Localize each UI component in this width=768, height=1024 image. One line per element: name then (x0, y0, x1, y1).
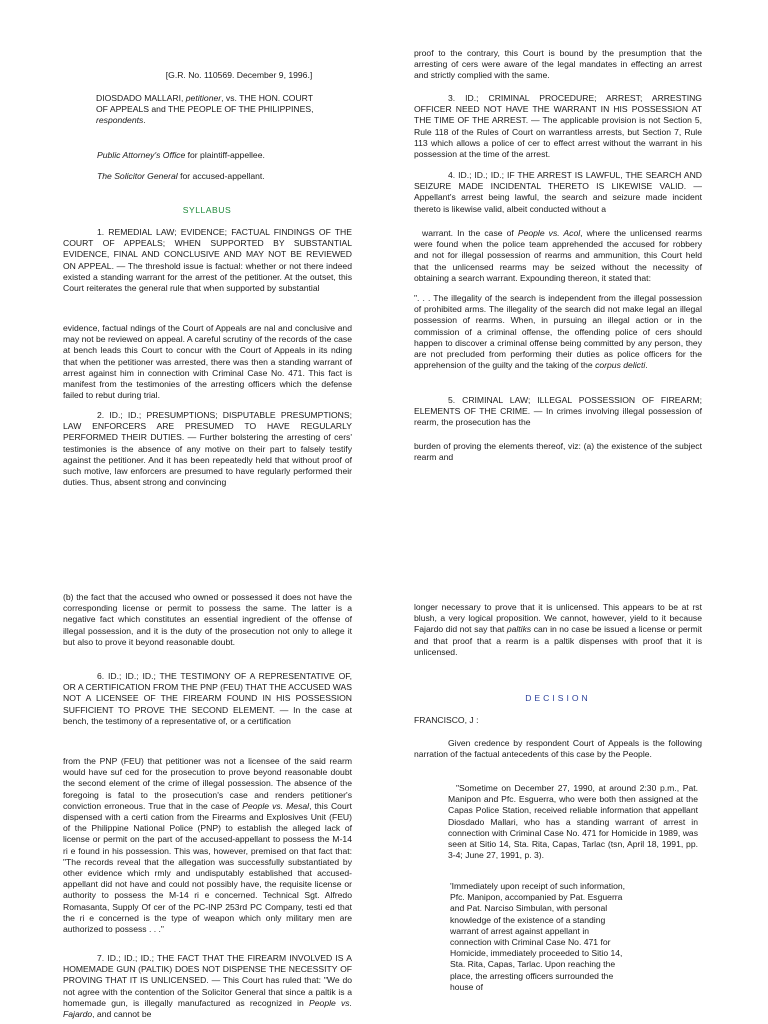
syllabus-item-6: 6. ID.; ID.; ID.; THE TESTIMONY OF A REPRESENTATIVE OF, OR A CERTIFICATION FROM THE PNP (FEU) THAT THE ACCUSED WAS NOT A LICENSEE OF THE FIREARM FOUND IN HIS POSSESSION SUFFICIENT TO PROVE THE SECOND ELEMENT. — In the case at bench, the testimony of a representative of, or a certification (63, 671, 352, 726)
parties-text: . (143, 115, 146, 126)
case-citation: People vs. Acol (517, 228, 581, 238)
quote-text: ". . . The illegality of the search is independent from the illegal possession of prohibited arms. The illegality of the search did not make legal an illegal possession of rearms. When, in pursuing an illegal action or in the commission of a criminal offense, the offending police of cers should happen to discover a criminal offense being committed by any person, they are not precluded from performing their duties as police officers for the apprehension of the guilty and the taking of the (414, 293, 702, 371)
syllabus-item-4-cont (414, 228, 702, 284)
syllabus-item-3: 3. ID.; CRIMINAL PROCEDURE; ARREST; ARRESTING OFFICER NEED NOT HAVE THE WARRANT IN HIS POSSESSION AT THE TIME OF THE ARREST. — The applicable provision is not Section 5, Rule 118 of the Rules of Court on warrantless arrests, but Section 7, Rule 113 which allows a police of cer to effect arrest without the warrant in his possession at the time of the arrest. (414, 93, 702, 160)
counsel-name: Public Attorney's Office (97, 150, 186, 160)
quote-term: corpus delicti (595, 360, 646, 371)
quote-text: . (645, 360, 648, 371)
paragraph-text: , where the unlicensed rearms were found when the police team apprehended the accused for robbery and not for illegal possession of rearms and ammunition, this Court held that the unlicensed rearms may be seized without the necessity of obtaining a search warrant. Expounding thereon, it stated that: (414, 228, 702, 283)
paragraph-text: , this Court dispensed with a certi cation from the Firearms and Explosives Unit (FEU) of the Philippine National Police (PNP) to establish the alleged lack of license or permit on the part of the accused-appellant to possess the M-14 ri e found in his possession. This was, however, premised on that fact that: "The records reveal that the allegation was successfully substantiated by other evidence which rmly and undisputably established that accused-appellant did not have and could not possibly have, the requisite license or authority to possess the M-14 ri e concerned. Technical Sgt. Alfredo Romasanta, Supply Of cer of the PC-INP 253rd PC Company, testi ed that the ri e concerned is the type of weapon which only military men are authorized to possess . . ." (63, 800, 352, 935)
parties-text: DIOSDADO MALLARI, (96, 93, 186, 103)
paragraph-text: warrant. In the case of (422, 228, 518, 238)
syllabus-heading: SYLLABUS (182, 205, 232, 215)
syllabus-item-1-cont: evidence, factual ndings of the Court of Appeals are nal and conclusive and may not be reviewed on appeal. A careful scrutiny of the records of the case at bench leads this Court to concur with the Court of Appeals in its nding that when the petitioner was arrested, there was then a standing warrant of arrest against him in connection with Criminal Case No. 471. This fact is manifest from the testimonies of the arresting officers which the defense failed to rebut during trial. (63, 323, 352, 401)
quoted-narration-2: 'Immediately upon receipt of such information, Pfc. Manipon, accompanied by Pat. Esguerra and Pat. Narciso Simbulan, with personal knowledge of the existence of a standing warrant of arrest against appellant in connection with Criminal Case No. 471 for Homicide, immediately proceeded to Sitio 14, Sta. Rita, Capas, Tarlac. Upon reaching the place, the arresting officers surrounded the house of (450, 881, 626, 992)
syllabus-item-4: 4. ID.; ID.; ID.; IF THE ARREST IS LAWFUL, THE SEARCH AND SEIZURE MADE INCIDENTAL THERETO IS LIKEWISE VALID. — Appellant's arrest being lawful, the search and seizure made incident thereto is likewise valid, albeit conducted without a (414, 170, 702, 214)
case-number: [G.R. No. 110569. December 9, 1996.] (165, 70, 313, 80)
syllabus-item-1: 1. REMEDIAL LAW; EVIDENCE; FACTUAL FINDINGS OF THE COURT OF APPEALS; WHEN SUPPORTED BY SUBSTANTIAL EVIDENCE, FINAL AND CONCLUSIVE AND MAY NOT BE REVIEWED ON APPEAL. — The threshold issue is factual: whether or not there indeed existed a standing warrant for the arrest of the petitioner. At the outset, this Court reiterates the general rule that when supported by substantial (63, 227, 352, 294)
syllabus-item-7 (63, 953, 352, 1020)
syllabus-item-6-cont (63, 756, 352, 935)
syllabus-item-2: 2. ID.; ID.; PRESUMPTIONS; DISPUTABLE PRESUMPTIONS; LAW ENFORCERS ARE PRESUMED TO HAVE REGULARLY PERFORMED THEIR DUTIES. — Further bolstering the arresting of cers' testimonies is the absence of any motive on their part to falsely testify against the petitioner. And it has been repeatedly held that without proof of such motive, law enforcers are presumed to have regularly performed their duties. Thus, absent strong and convincing (63, 410, 352, 488)
paragraph-text: longer necessary to prove that it is unlicensed. This appears to be at rst blush, a very logical proposition. We cannot, however, yield to it because Fajardo did not say that (414, 602, 702, 635)
syllabus-item-5b: (b) the fact that the accused who owned or possessed it does not have the corresponding license or permit to possess the same. The latter is a negative fact which constitutes an essential ingredient of the offense of illegal possession, and it is the duty of the prosecution not only to allege it but also to prove it beyond reasonable doubt. (63, 592, 352, 647)
syllabus-item-7-cont (414, 602, 702, 658)
decision-intro: Given credence by respondent Court of Appeals is the following narration of the factual antecedents of this case by the People. (414, 738, 702, 760)
syllabus-item-2-cont: proof to the contrary, this Court is bound by the presumption that the arresting of cers were aware of the legal mandates in effecting an arrest and strictly complied with the same. (414, 48, 702, 81)
counsel-appellee (97, 150, 367, 161)
syllabus-item-5: 5. CRIMINAL LAW; ILLEGAL POSSESSION OF FIREARM; ELEMENTS OF THE CRIME. — In crimes involving illegal possession of rearm, the prosecution has the (414, 395, 702, 428)
term: paltiks (506, 624, 532, 635)
quoted-passage (414, 293, 702, 371)
case-citation: People vs. Fajardo (63, 997, 352, 1020)
paragraph-text: , and cannot be (92, 1009, 152, 1020)
case-citation: People vs. Mesal (242, 800, 310, 811)
case-parties (96, 93, 326, 127)
paragraph-text: 7. ID.; ID.; ID.; THE FACT THAT THE FIREARM INVOLVED IS A HOMEMADE GUN (PALTIK) DOES NOT DISPENSE THE NECESSITY OF PROVING THAT IT IS UNLICENSED. — This Court has ruled that: "We do not agree with the contention of the Solicitor General that since a paltik is a homemade gun, is illegally manufactured as recognized in (63, 953, 352, 1008)
counsel-role: for plaintiff-appellee. (185, 150, 265, 160)
counsel-role: for accused-appellant. (177, 171, 265, 181)
counsel-name: The Solicitor General (97, 171, 178, 181)
parties-text: , vs. THE HON. COURT OF APPEALS and THE PEOPLE OF THE PHILIPPINES, (96, 93, 314, 115)
paragraph-text: can in no case be issued a license or permit and that proof that a rearm is a paltik dispenses with proof that it is unlicensed. (414, 624, 702, 657)
decision-heading: DECISION (525, 693, 591, 703)
quoted-narration-1: "Sometime on December 27, 1990, at around 2:30 p.m., Pat. Manipon and Pfc. Esguerra, who were both then assigned at the Capas Police Station, received reliable information that appellant Diosdado Mallari, who has a standing warrant of arrest in connection with Criminal Case No. 471 for Homicide in 1989, was seen at Sitio 14, Sta. Rita, Capas, Tarlac (tsn, April 18, 1991, pp. 3-4; June 27, 1991, p. 3). (448, 783, 698, 861)
petitioner-label: petitioner (185, 93, 222, 103)
paragraph-text: from the PNP (FEU) that petitioner was not a licensee of the said rearm would have suf ced for the prosecution to prove beyond reasonable doubt the second element of the crime of illegal possession. The absence of the foregoing is fatal to the prosecution's case and renders petitioner's conviction erroneous. True that in the case of (63, 756, 352, 811)
ponente: FRANCISCO, J : (414, 715, 479, 725)
counsel-appellant (97, 171, 367, 182)
syllabus-item-5-cont: burden of proving the elements thereof, viz: (a) the existence of the subject rearm and (414, 441, 702, 463)
respondents-label: respondents (96, 115, 144, 126)
